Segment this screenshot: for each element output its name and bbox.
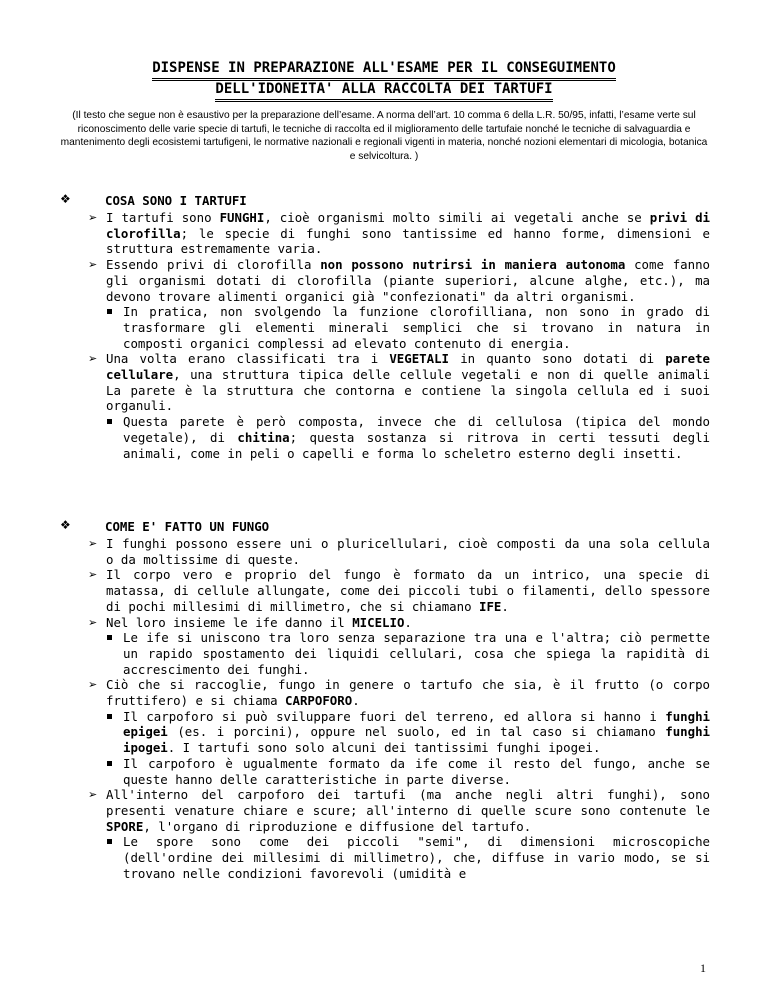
keyword: FUNGHI <box>219 210 265 225</box>
list-item: ➢ Essendo privi di clorofilla non possono nutrirsi in maniera autonoma come fanno gli organismi dotati di clorofilla (piante superiori, alcune alghe, etc.), ma devono trovare alimenti organici già "confezionati" da altri organismi. <box>88 257 711 304</box>
list-item: ➢ Nel loro insieme le ife danno il MICELIO. <box>88 614 412 630</box>
section-title: COSA SONO I TARTUFI <box>105 193 247 208</box>
sub-list-item: Le ife si uniscono tra loro senza separazione tra una e l'altra; ciò permette un rapido spostamento dei liquidi cellulari, cosa che spiega la rapidità di accrescimento dei funghi. <box>60 630 710 677</box>
list-item: ➢ All'interno del carpoforo dei tartufi (ma anche negli altri funghi), sono presenti venature chiare e scure; all'interno di quelle scure sono contenute le SPORE, l'organo di riproduzione e diffusione del tartufo. <box>88 787 710 834</box>
section-header <box>60 192 710 210</box>
square-bullet-icon <box>107 761 112 766</box>
square-bullet-icon <box>107 309 112 314</box>
sub-list-item: Il carpoforo è ugualmente formato da ife come il resto del fungo, anche se queste hanno delle caratteristiche in parte diverse. <box>60 756 710 787</box>
square-bullet-icon <box>107 714 112 719</box>
keyword: chitina <box>237 429 290 445</box>
document-title <box>60 60 708 102</box>
sub-list-item: Le spore sono come dei piccoli "semi", di dimensioni microscopiche (dell'ordine dei millesimi di millimetro), che, diffuse in vario modo, se si trovano nelle condizioni favorevoli (umidità e <box>60 834 710 881</box>
list-item: ➢ I funghi possono essere uni o pluricellulari, cioè composti da una sola cellula o da moltissime di queste. <box>88 536 710 567</box>
arrow-bullet-icon: ➢ <box>88 537 98 550</box>
arrow-bullet-icon: ➢ <box>88 568 98 582</box>
arrow-bullet-icon: ➢ <box>88 352 98 366</box>
keyword: MICELIO <box>352 614 405 630</box>
intro-note: (Il testo che segue non è esaustivo per la preparazione dell’esame. A norma dell’art. 10 comma 6 della L.R. 50/95, infatti, l’esame verte sul riconoscimento delle varie specie di tartufi, le tecniche di raccolta ed il miglioramento delle tartufaie nonché le tecniche di salvaguardia e mantenimento degli ecosistemi tartufigeni, le normative nazionali e regionali vigenti in materia, nonché nozioni elementari di micologia, botanica e selvicoltura. ) <box>60 110 708 162</box>
section-title: COME E' FATTO UN FUNGO <box>105 519 270 534</box>
arrow-bullet-icon: ➢ <box>88 211 98 224</box>
list-item: ➢ Il corpo vero e proprio del fungo è formato da un intrico, una specie di matassa, di cellule allungate, come dei piccoli tubi o filamenti, dello spessore di pochi millesimi di millimetro, che si chiamano IFE. <box>88 567 710 614</box>
sub-list-item: Questa parete è però composta, invece che di cellulosa (tipica del mondo vegetale), di chitina; questa sostanza si ritrova in certi tessuti degli animali, come in peli o capelli e forma lo scheletro esterno degli insetti. <box>60 414 710 461</box>
list-item: ➢ Una volta erano classificati tra i VEGETALI in quanto sono dotati di parete cellulare, una struttura tipica delle cellule vegetali e non di quelle animali La parete è la struttura che contorna e contiene la singola cellula ed i suoi organuli. <box>88 351 710 414</box>
keyword: privi di clorofilla <box>106 210 710 241</box>
list-item: ➢ I tartufi sono FUNGHI, cioè organismi molto simili ai vegetali anche se privi di clorofilla; le specie di funghi sono tantissime ed hanno forme, dimensioni e struttura estremamente varia. <box>88 210 710 257</box>
keyword: funghi epigei <box>123 708 710 740</box>
section-come-e-fatto-un-fungo <box>60 518 710 881</box>
sub-list-item: Il carpoforo si può sviluppare fuori del terreno, ed allora si hanno i funghi epigei (es. i porcini), oppure nel suolo, ed in tal caso si chiamano funghi ipogei. I tartufi sono solo alcuni dei tantissimi funghi ipogei. <box>60 709 710 756</box>
arrow-bullet-icon: ➢ <box>88 615 98 629</box>
square-bullet-icon <box>107 839 112 844</box>
diamond-bullet-icon: ❖ <box>60 192 71 206</box>
keyword: SPORE <box>106 818 144 834</box>
keyword: VEGETALI <box>389 351 450 367</box>
keyword: parete cellulare <box>106 351 710 383</box>
arrow-bullet-icon: ➢ <box>88 678 98 692</box>
arrow-bullet-icon: ➢ <box>88 258 98 272</box>
diamond-bullet-icon: ❖ <box>60 518 71 532</box>
section-header <box>60 518 710 536</box>
keyword: funghi ipogei <box>123 724 710 756</box>
arrow-bullet-icon: ➢ <box>88 788 98 802</box>
keyword: CARPOFORO <box>285 693 353 709</box>
square-bullet-icon <box>107 419 112 424</box>
keyword: IFE <box>479 598 502 614</box>
section-cosa-sono-i-tartufi <box>60 192 710 461</box>
sub-list-item: In pratica, non svolgendo la funzione clorofilliana, non sono in grado di trasformare gli elementi minerali semplici che si trovano in natura in composti organici complessi ad elevato contenuto di energia. <box>60 304 710 351</box>
title-line-2: DELL'IDONEITA' ALLA RACCOLTA DEI TARTUFI <box>215 81 552 102</box>
page-number: 1 <box>700 961 706 975</box>
square-bullet-icon <box>107 635 112 640</box>
keyword: non possono nutrirsi in maniera autonoma <box>320 257 626 273</box>
list-item: ➢ Ciò che si raccoglie, fungo in genere o tartufo che sia, è il frutto (o corpo fruttifero) e si chiama CARPOFORO. <box>88 677 710 709</box>
title-line-1: DISPENSE IN PREPARAZIONE ALL'ESAME PER IL CONSEGUIMENTO <box>152 60 616 81</box>
